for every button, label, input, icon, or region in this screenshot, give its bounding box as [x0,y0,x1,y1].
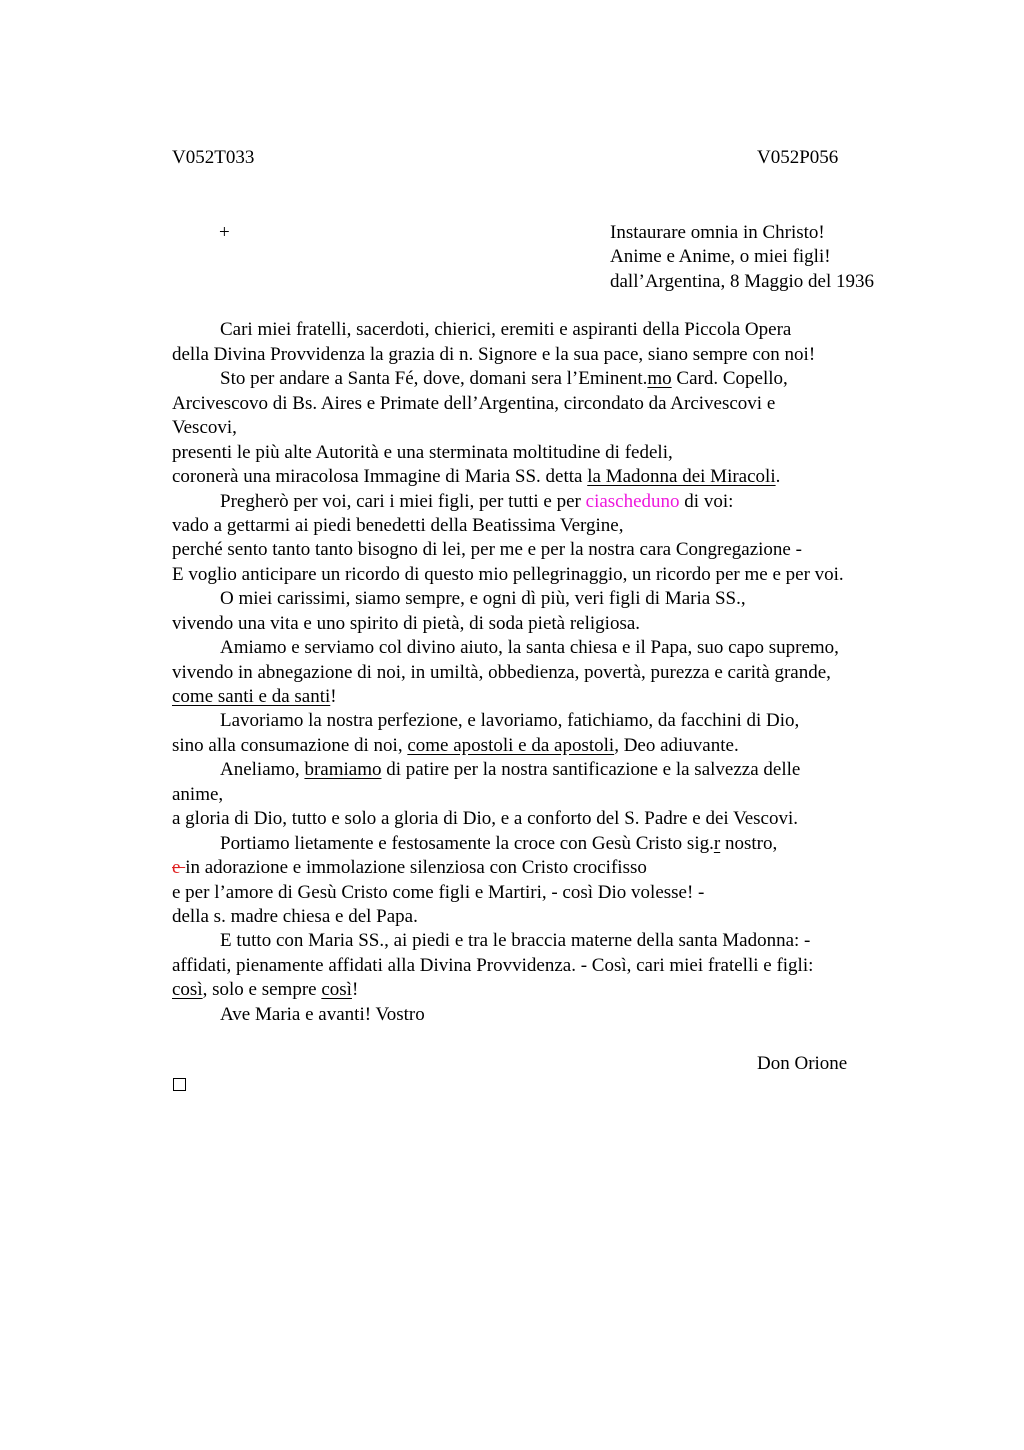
body-line: Lavoriamo la nostra perfezione, e lavoriamo, fatichiamo, da facchini di Dio, [220,710,800,731]
body-line: sino alla consumazione di noi, come apostoli e da apostoli, Deo adiuvante. [172,735,739,756]
body-line: presenti le più alte Autorità e una sterminata moltitudine di fedeli, [172,442,673,463]
underlined-text: così [321,979,352,1000]
signature: Don Orione [757,1053,848,1074]
body-line: vivendo una vita e uno spirito di pietà, di soda pietà religiosa. [172,613,641,634]
body-line: della Divina Provvidenza la grazia di n. Signore e la sua pace, siano sempre con noi! [172,344,816,365]
cross-symbol: + [219,222,230,243]
underlined-text: mo [647,368,672,389]
underlined-text: così [172,979,203,1000]
body-line: Amiamo e serviamo col divino aiuto, la santa chiesa e il Papa, suo capo supremo, [220,637,839,658]
body-line: affidati, pienamente affidati alla Divina Provvidenza. - Così, cari miei fratelli e figli: [172,955,814,976]
underlined-text: come apostoli e da apostoli [407,735,615,756]
body-line: O miei carissimi, siamo sempre, e ogni dì più, veri figli di Maria SS., [220,588,746,609]
body-line: Ave Maria e avanti! Vostro [220,1004,425,1025]
body-line: come santi e da santi! [172,686,337,707]
body-line: perché sento tanto tanto bisogno di lei, per me e per la nostra cara Congregazione - [172,539,802,560]
date-line: dall’Argentina, 8 Maggio del 1936 [610,271,875,292]
body-line: Sto per andare a Santa Fé, dove, domani sera l’Eminent.mo Card. Copello, [220,368,788,389]
deleted-text: e [172,857,186,878]
checkbox-square-icon [173,1078,186,1091]
underlined-text: bramiamo [304,759,382,780]
body-line: Pregherò per voi, cari i miei figli, per tutti e per ciascheduno di voi: [220,491,734,512]
body-line: a gloria di Dio, tutto e solo a gloria di Dio, e a conforto del S. Padre e dei Vescovi. [172,808,798,829]
body-line: Portiamo lietamente e festosamente la croce con Gesù Cristo sig.r nostro, [220,833,778,854]
motto-line-1: Instaurare omnia in Christo! [610,222,825,243]
underlined-text: la Madonna dei Miracoli [587,466,776,487]
underlined-text: r [713,833,721,854]
body-line: e in adorazione e immolazione silenziosa con Cristo crocifisso [172,857,647,878]
body-line: E tutto con Maria SS., ai piedi e tra le braccia materne della santa Madonna: - [220,930,811,951]
body-line: della s. madre chiesa e del Papa. [172,906,418,927]
highlighted-word: ciascheduno [585,491,680,512]
body-line: Cari miei fratelli, sacerdoti, chierici, eremiti e aspiranti della Piccola Opera [220,319,792,340]
underlined-text: come santi e da santi [172,686,331,707]
body-line: così, solo e sempre così! [172,979,359,1000]
body-line: Aneliamo, bramiamo di patire per la nostra santificazione e la salvezza delle [220,759,801,780]
body-line: vivendo in abnegazione di noi, in umiltà, obbedienza, povertà, purezza e carità grande, [172,662,831,683]
body-line: anime, [172,784,224,805]
document-code-left: V052T033 [172,147,255,168]
body-line: e per l’amore di Gesù Cristo come figli e Martiri, - così Dio volesse! - [172,882,705,903]
body-line: Arcivescovo di Bs. Aires e Primate dell’Argentina, circondato da Arcivescovi e [172,393,776,414]
body-line: vado a gettarmi ai piedi benedetti della Beatissima Vergine, [172,515,624,536]
body-line: coronerà una miracolosa Immagine di Maria SS. detta la Madonna dei Miracoli. [172,466,781,487]
body-line: Vescovi, [172,417,237,438]
motto-line-2: Anime e Anime, o miei figli! [610,246,831,267]
document-code-right: V052P056 [757,147,839,168]
body-line: E voglio anticipare un ricordo di questo mio pellegrinaggio, un ricordo per me e per voi. [172,564,844,585]
